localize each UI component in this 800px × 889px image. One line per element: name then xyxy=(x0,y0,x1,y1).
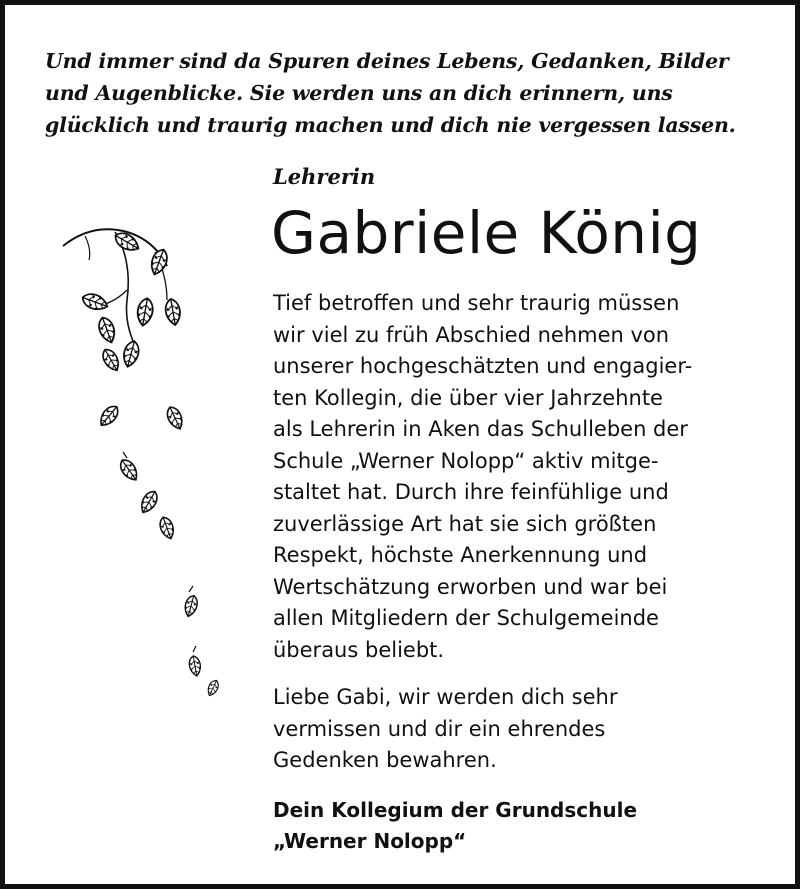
body-text xyxy=(273,288,692,666)
signature xyxy=(273,795,637,857)
memorial-quote xyxy=(45,45,785,141)
body-line: wir viel zu früh Abschied nehmen von xyxy=(273,322,670,347)
body-line: als Lehrerin in Aken das Schulleben der xyxy=(273,417,688,441)
body-line: Tief betroffen und sehr traurig müssen xyxy=(273,291,680,315)
farewell-line: Gedenken bewahren. xyxy=(273,748,497,772)
quote-line: und Augenblicke. Sie werden uns an dich erinnern, uns xyxy=(45,81,673,105)
falling-leaves-icon xyxy=(55,220,245,700)
body-line: Schule „Werner Nolopp“ aktiv mitge- xyxy=(273,448,659,473)
body-line: zuverlässige Art hat sie sich größten xyxy=(273,511,657,536)
body-line: ten Kollegin, die über vier Jahrzehnte xyxy=(273,385,663,410)
farewell-line: Liebe Gabi, wir werden dich sehr xyxy=(273,685,618,709)
deceased-role: Lehrerin xyxy=(273,164,376,189)
quote-line: glücklich und traurig machen und dich nie vergessen lassen. xyxy=(45,113,736,137)
farewell-line: vermissen und dir ein ehrendes xyxy=(273,716,606,741)
signature-line: „Werner Nolopp“ xyxy=(273,829,467,853)
body-line: allen Mitgliedern der Schulgemeinde xyxy=(273,606,659,630)
signature-line: Dein Kollegium der Grundschule xyxy=(273,798,638,822)
body-line: Respekt, höchste Anerkennung und xyxy=(273,543,648,567)
body-line: staltet hat. Durch ihre feinfühlige und xyxy=(273,480,669,504)
quote-line: Und immer sind da Spuren deines Lebens, Gedanken, Bilder xyxy=(45,49,729,73)
body-line: unserer hochgeschätzten und engagier- xyxy=(273,354,693,378)
deceased-name: Gabriele König xyxy=(271,199,702,267)
farewell-text xyxy=(273,682,617,777)
body-line: Wertschätzung erworben und war bei xyxy=(273,574,668,599)
body-line: überaus beliebt. xyxy=(273,637,445,662)
